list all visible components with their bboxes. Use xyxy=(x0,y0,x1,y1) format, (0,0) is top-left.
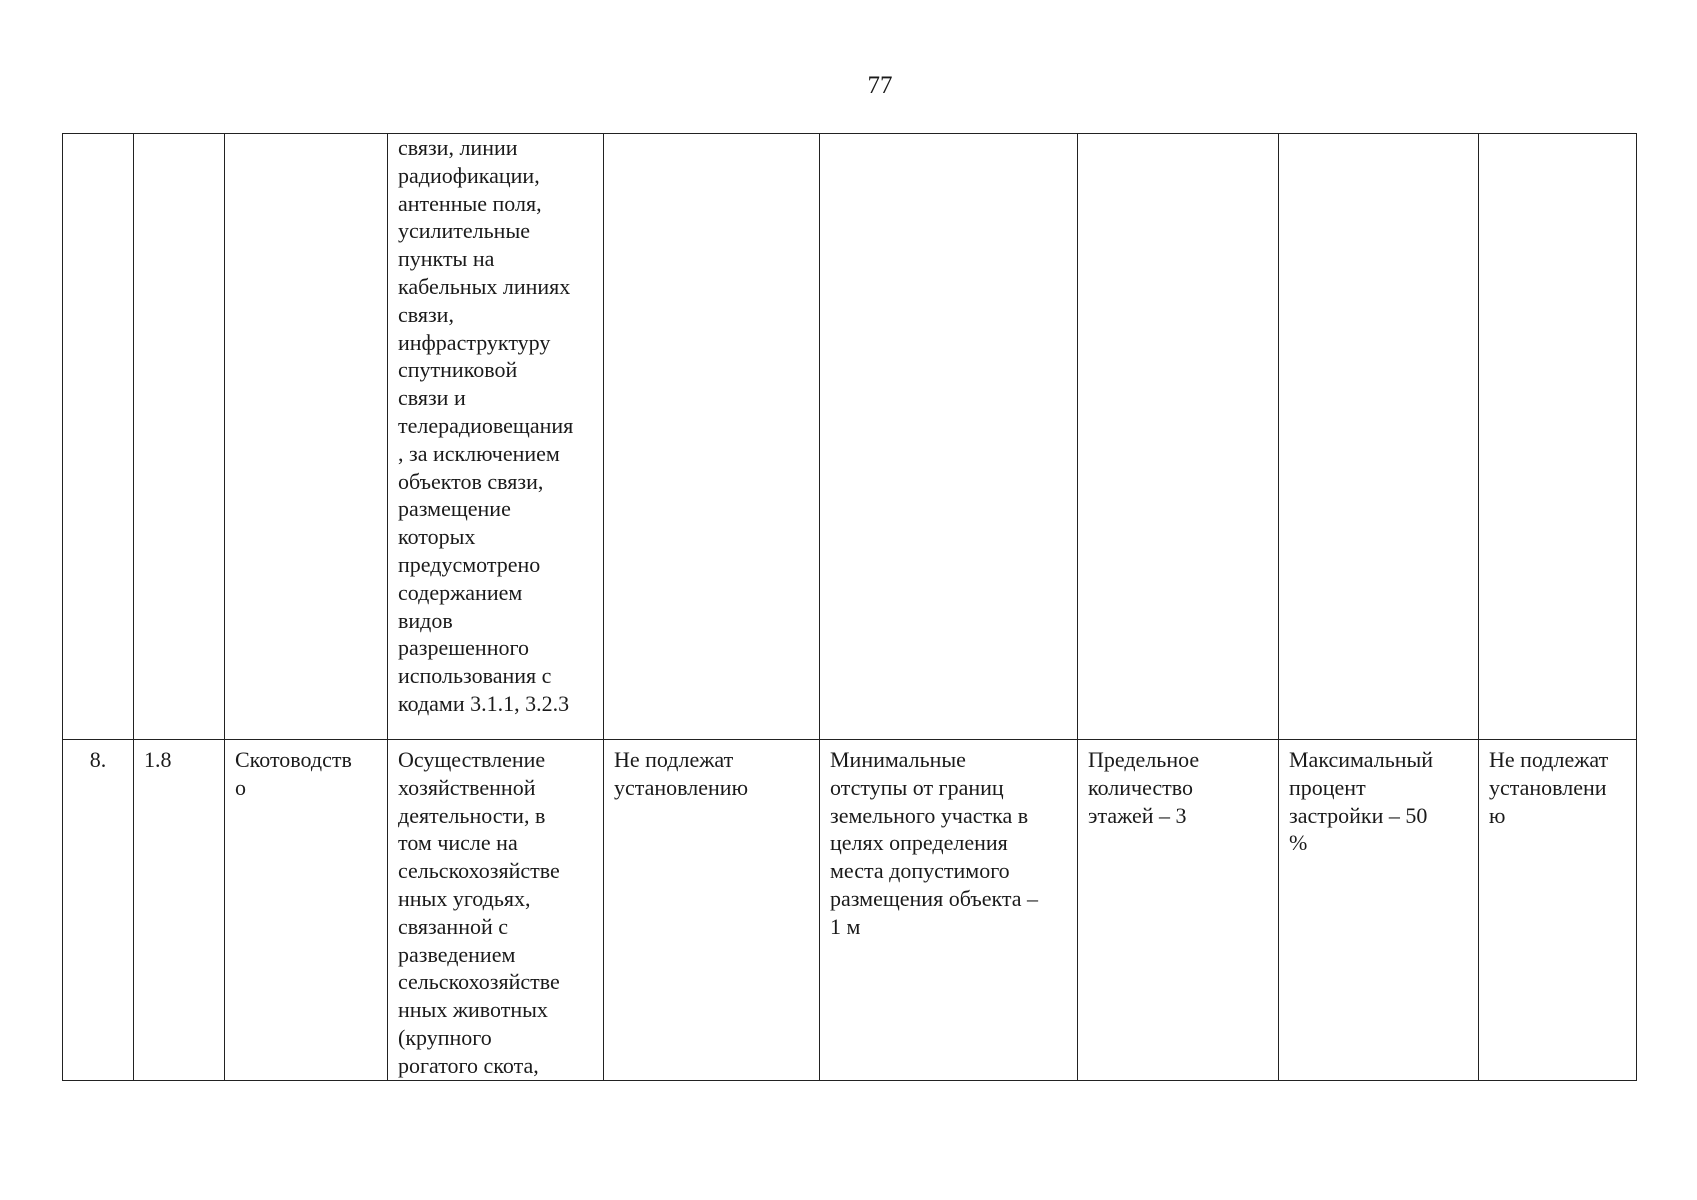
table-row xyxy=(63,740,1637,1081)
table-cell-number: 8. xyxy=(63,740,134,1081)
table-cell-plot-size xyxy=(604,134,820,740)
table-cell-use-name: Скотоводств о xyxy=(225,740,388,1081)
table-cell-code: 1.8 xyxy=(134,740,225,1081)
table-cell-use-description: связи, линии радиофикации, антенные поля, усилительные пункты на кабельных линиях связи, инфраструктуру спутниковой связи и телерадиовещания , за исключением объектов связи, размещение которых предусмотрено содержанием видов разрешенного использования с кодами 3.1.1, 3.2.3 xyxy=(388,134,604,740)
table-cell-use-name xyxy=(225,134,388,740)
table-cell-use-description: Осуществление хозяйственной деятельности, в том числе на сельскохозяйстве нных угодьях, связанной с разведением сельскохозяйстве нных животных (крупного рогатого скота, xyxy=(388,740,604,1081)
table-cell-other: Не подлежат установлени ю xyxy=(1479,740,1637,1081)
table-cell-coverage xyxy=(1279,134,1479,740)
table-cell-setbacks xyxy=(820,134,1078,740)
table-cell-code xyxy=(134,134,225,740)
table-row xyxy=(63,134,1637,740)
table-cell-setbacks: Минимальные отступы от границ земельного участка в целях определения места допустимого размещения объекта – 1 м xyxy=(820,740,1078,1081)
page-number: 77 xyxy=(867,72,893,99)
table-cell-plot-size: Не подлежат установлению xyxy=(604,740,820,1081)
table-cell-floors: Предельное количество этажей – 3 xyxy=(1078,740,1279,1081)
table-cell-other xyxy=(1479,134,1637,740)
table-cell-floors xyxy=(1078,134,1279,740)
table-cell-coverage: Максимальный процент застройки – 50 % xyxy=(1279,740,1479,1081)
regulations-table xyxy=(62,133,1637,1081)
table-cell-number xyxy=(63,134,134,740)
